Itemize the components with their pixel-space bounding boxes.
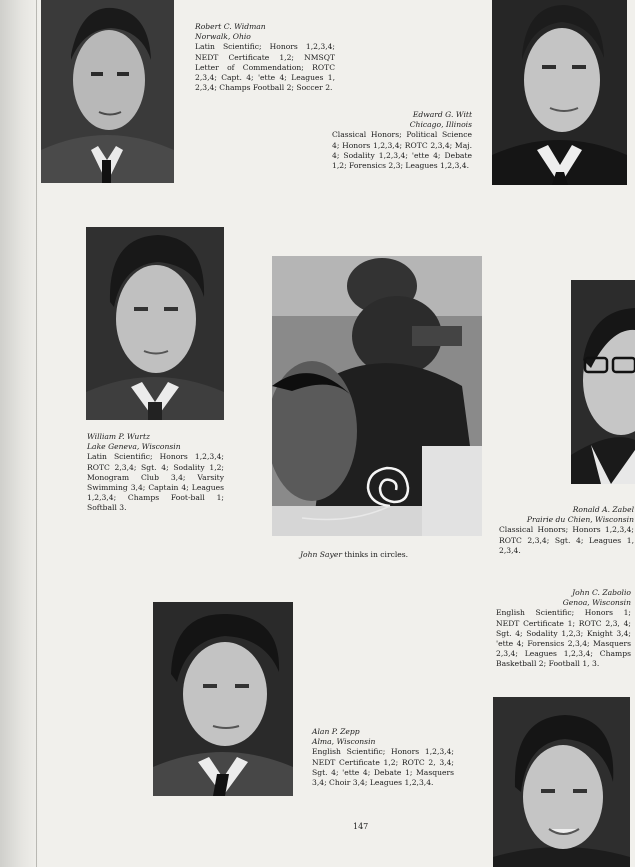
caption-text: thinks in circles. bbox=[341, 550, 409, 559]
caption-name: John Sayer bbox=[300, 550, 342, 559]
candid-photo bbox=[272, 256, 482, 536]
page-gutter bbox=[0, 0, 40, 867]
senior-name: John C. Zabolio bbox=[572, 588, 631, 597]
portrait-wurtz bbox=[86, 227, 224, 420]
senior-name: Ronald A. Zabel bbox=[572, 505, 634, 514]
senior-activities: Latin Scientific; Honors 1,2,3,4; NEDT Certificate 1,2; NMSQT Letter of Commendation; ROTC 2,3,4; Capt. 4; 'ette 4; Leagues 1, 2,3,4; Champs Football 2; Soccer 2. bbox=[195, 42, 335, 93]
senior-activities: Latin Scientific; Honors 1,2,3,4; ROTC 2,3,4; Sgt. 4; Sodality 1,2; Monogram Club 3,4; Varsity Swimming 3,4; Captain 4; Leagues 1,2,3,4; Champs Foot-ball 1; Softball 3. bbox=[87, 452, 224, 513]
bio-widman bbox=[195, 22, 335, 93]
bio-zepp bbox=[312, 727, 454, 788]
senior-name: Alan P. Zepp bbox=[312, 727, 360, 736]
bio-wurtz bbox=[87, 432, 224, 514]
bio-witt bbox=[332, 110, 472, 171]
gutter-line bbox=[36, 0, 37, 867]
senior-activities: English Scientific; Honors 1; NEDT Certificate 1; ROTC 2,3, 4; Sgt. 4; Sodality 1,2,3; Knight 3,4; 'ette 4; Forensics 2,3,4; Masquers 2,3,4; Leagues 1,2,3,4; Champs Basketball 2; Football 1, 3. bbox=[496, 608, 631, 669]
bio-zabel bbox=[499, 505, 634, 556]
senior-hometown: Norwalk, Ohio bbox=[195, 32, 251, 42]
senior-hometown: Alma, Wisconsin bbox=[312, 737, 376, 747]
portrait-zepp bbox=[153, 602, 293, 796]
senior-hometown: Genoa, Wisconsin bbox=[562, 598, 631, 608]
senior-name: Edward G. Witt bbox=[412, 110, 472, 119]
senior-activities: English Scientific; Honors 1,2,3,4; NEDT Certificate 1,2; ROTC 2, 3,4; Sgt. 4; 'ette 4; Debate 1; Masquers 3,4; Choir 3,4; Leagues 1,2,3,4. bbox=[312, 747, 454, 788]
senior-hometown: Lake Geneva, Wisconsin bbox=[87, 442, 181, 452]
senior-hometown: Chicago, Illinois bbox=[409, 120, 472, 130]
portrait-widman bbox=[41, 0, 174, 183]
senior-activities: Classical Honors; Political Science 4; Honors 1,2,3,4; ROTC 2,3,4; Maj. 4; Sodality 1,2,3,4; 'ette 4; Debate 1,2; Forensics 2,3; Leagues 1,2,3,4. bbox=[332, 130, 472, 171]
senior-name: William P. Wurtz bbox=[87, 432, 150, 441]
page-number: 147 bbox=[353, 822, 369, 831]
senior-name: Robert C. Widman bbox=[195, 22, 266, 31]
senior-hometown: Prairie du Chien, Wisconsin bbox=[526, 515, 634, 525]
candid-caption bbox=[300, 550, 450, 559]
portrait-zabel bbox=[571, 280, 635, 484]
portrait-witt bbox=[492, 0, 627, 185]
portrait-zabolio bbox=[493, 697, 630, 867]
senior-activities: Classical Honors; Honors 1,2,3,4; ROTC 2,3,4; Sgt. 4; Leagues 1, 2,3,4. bbox=[499, 525, 634, 555]
bio-zabolio bbox=[496, 588, 631, 670]
